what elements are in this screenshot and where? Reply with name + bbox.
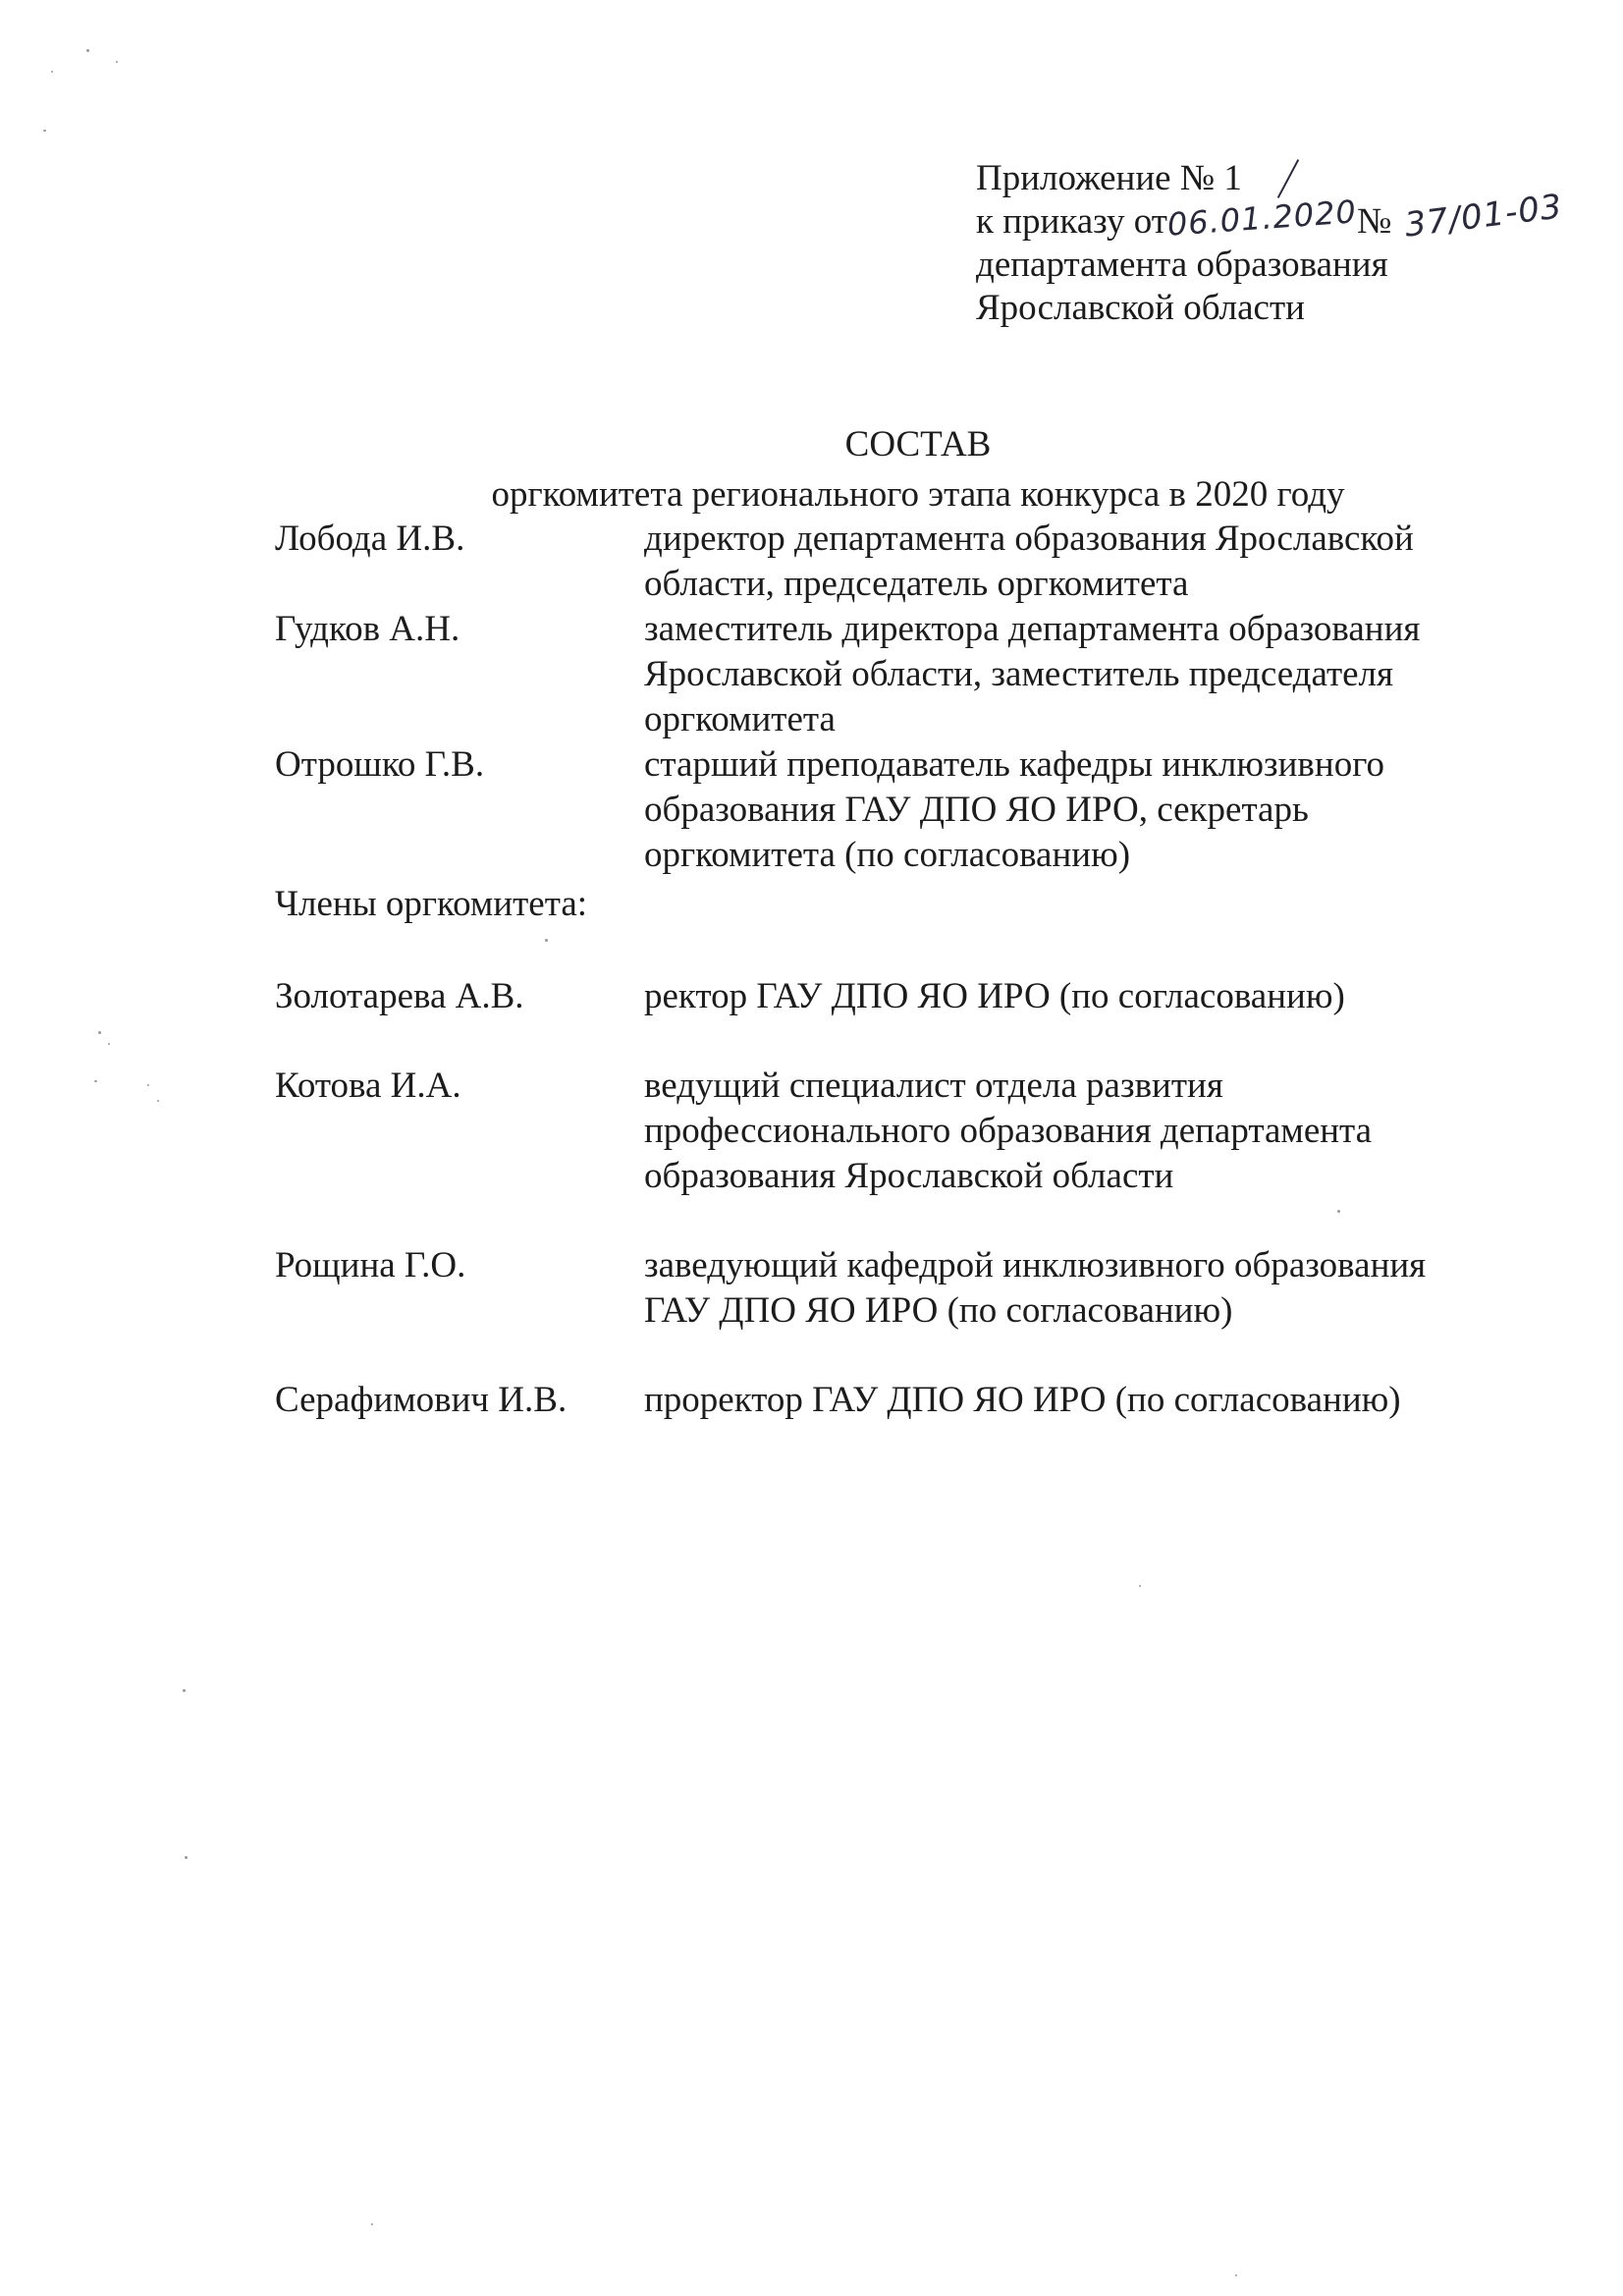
member-name: Рощина Г.О. [275,1245,466,1285]
scan-speck [157,1100,159,1102]
member-name: Серафимович И.В. [275,1380,568,1420]
order-prefix: к приказу от [976,201,1167,242]
role-line: оргкомитета [644,699,836,739]
member-name: Гудков А.Н. [275,609,460,649]
scan-speck [185,1856,188,1859]
member-role [644,974,1512,1019]
role-line: проректор ГАУ ДПО ЯО ИРО (по согласованию) [644,1380,1401,1420]
issuing-department: департамента образования [976,245,1388,285]
order-reference [976,187,1566,246]
role-line: ГАУ ДПО ЯО ИРО (по согласованию) [644,1290,1233,1331]
scan-speck [98,1031,101,1034]
handwritten-order-number: 37/01-03 [1402,187,1566,246]
scan-speck [1139,1585,1141,1587]
role-line: образования Ярославской области [644,1156,1174,1196]
scan-speck [43,130,46,132]
role-line: образования ГАУ ДПО ЯО ИРО, секретарь [644,790,1309,830]
scan-speck [183,1689,186,1692]
document-title: СОСТАВ [844,424,992,465]
scan-speck [108,1043,110,1045]
member-row [275,1243,1512,1334]
role-line: оргкомитета (по согласованию) [644,835,1131,875]
member-row [275,1064,1512,1199]
appendix-header [976,157,1564,330]
member-name: Отрошко Г.В. [275,744,485,785]
role-line: профессионального образования департамента [644,1111,1373,1151]
member-role [644,1378,1512,1423]
role-line: заместитель директора департамента образования [644,609,1421,649]
member-row [275,974,1512,1019]
member-row [275,1378,1512,1423]
scan-speck [116,61,118,63]
role-line: Ярославской области, заместитель председателя [644,654,1394,694]
issuing-region: Ярославской области [976,288,1305,328]
member-row [275,742,1512,878]
number-sign: № [1357,201,1392,242]
member-row [275,517,1512,607]
member-name: Котова И.А. [275,1066,461,1106]
member-role [644,742,1512,878]
scan-speck [51,71,53,73]
role-line: заведующий кафедрой инклюзивного образования [644,1245,1427,1285]
role-line: ректор ГАУ ДПО ЯО ИРО (по согласованию) [644,976,1345,1016]
scan-speck [371,2223,373,2225]
handwritten-date: 06.01.2020 [1165,192,1358,244]
member-role [644,517,1512,607]
member-row [275,607,1512,742]
role-line: области, председатель оргкомитета [644,564,1189,604]
members-section-label: Члены оргкомитета: [275,884,588,924]
committee-list [275,517,1512,1423]
role-line: старший преподаватель кафедры инклюзивного [644,744,1384,785]
scan-speck [147,1084,149,1086]
role-line: ведущий специалист отдела развития [644,1066,1223,1106]
scan-speck [86,49,89,52]
role-line: директор департамента образования Ярославской [644,519,1414,559]
scan-speck [94,1080,97,1082]
scan-speck [1235,2274,1237,2276]
member-role [644,1064,1512,1199]
member-name: Золотарева А.В. [275,976,524,1016]
member-role [644,607,1512,742]
member-name: Лобода И.В. [275,519,465,559]
document-subtitle: оргкомитета регионального этапа конкурса в 2020 году [491,474,1345,515]
appendix-number: Приложение № 1 [976,158,1242,198]
member-role [644,1243,1512,1334]
